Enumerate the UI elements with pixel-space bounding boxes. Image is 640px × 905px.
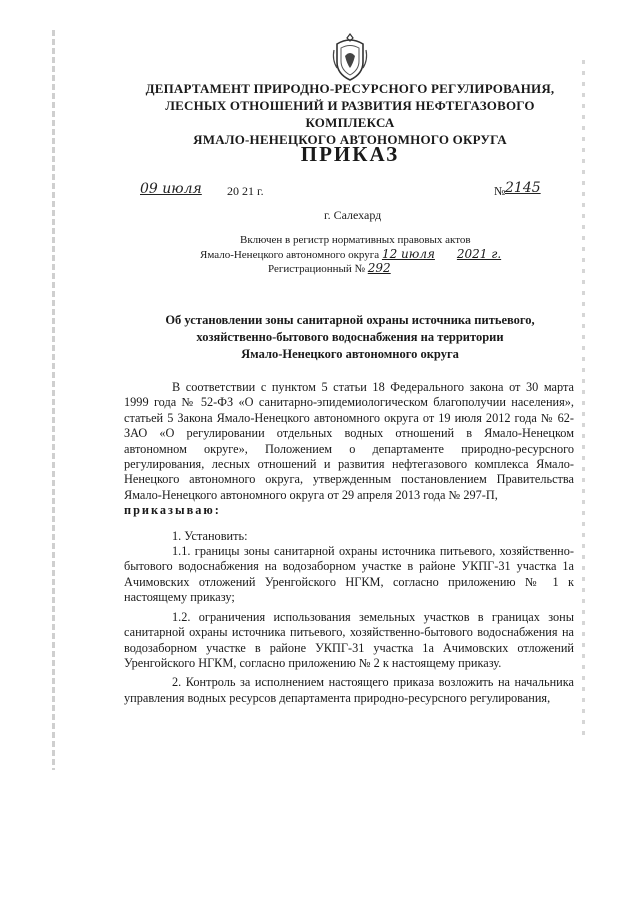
department-line-1: ДЕПАРТАМЕНТ ПРИРОДНО-РЕСУРСНОГО РЕГУЛИРОВАНИЯ, (145, 81, 555, 96)
item-1-2: 1.2. ограничения использования земельных участков в границах зоны санитарной охраны источника питьевого, хозяйственно-бытового водоснабжения на водозаборном участке в районе УКПГ-31 участка 1а Ачимовских отложений Уренгойского НГКМ, согласно приложению № 2 к настоящему приказу. (124, 609, 574, 670)
scan-edge-left (52, 30, 55, 770)
order-body (124, 380, 574, 706)
coat-of-arms-icon (331, 32, 369, 82)
item-1: 1. Установить: (172, 528, 248, 543)
subject-line-3: Ямало-Ненецкого автономного округа (241, 347, 459, 361)
registration-stamp (200, 234, 530, 277)
order-number-label: № (494, 184, 506, 198)
registration-number-label: Регистрационный № (268, 263, 366, 275)
order-year: 20 21 г. (227, 184, 264, 198)
item-2: 2. Контроль за исполнением настоящего приказа возложить на начальника управления водных ресурсов департамента природно-ресурсного регулирования, (124, 675, 574, 705)
department-name (120, 80, 580, 148)
order-word: приказываю: (124, 503, 221, 518)
order-number-handwritten: 2145 (505, 180, 541, 196)
department-line-3: ЯМАЛО-НЕНЕЦКОГО АВТОНОМНОГО ОКРУГА (193, 132, 507, 147)
registration-line-1: Включен в регистр нормативных правовых актов (240, 234, 471, 246)
city: г. Салехард (324, 208, 382, 222)
item-1-1: 1.1. границы зоны санитарной охраны источника питьевого, хозяйственно-бытового водоснабжения на водозаборном участке в районе УКПГ-31 участка 1а Ачимовских отложений Уренгойского НГКМ, согласно приложению № 1 к настоящему приказу; (124, 544, 574, 605)
registration-line-3 (200, 262, 530, 277)
preamble-paragraph: В соответствии с пунктом 5 статьи 18 Федерального закона от 30 марта 1999 года № 52-ФЗ «О санитарно-эпидемиологическом благополучии населения», статьей 5 Закона Ямало-Ненецкого автономного округа от 19 июля 2012 года № 62-ЗАО «О регулировании отдельных водных отношений в Ямало-Ненецком автономном округе», Положением о департаменте природно-ресурсного регулирования, лесных отношений и развития нефтегазового комплекса Ямало-Ненецкого автономного округа, утвержденным постановлением Правительства Ямало-Ненецкого автономного округа от 29 апреля 2013 года № 297-П, (124, 380, 574, 502)
subject-line-1: Об установлении зоны санитарной охраны источника питьевого, (165, 313, 535, 327)
registration-number: 292 (367, 261, 391, 275)
doc-type-title: ПРИКАЗ (300, 142, 400, 166)
registration-year: 2021 г. (456, 246, 502, 261)
department-line-2: ЛЕСНЫХ ОТНОШЕНИЙ И РАЗВИТИЯ НЕФТЕГАЗОВОГО КОМПЛЕКСА (165, 98, 535, 130)
order-subject (140, 312, 560, 363)
registration-date: 12 июля (381, 246, 435, 261)
subject-line-2: хозяйственно-бытового водоснабжения на территории (196, 330, 504, 344)
registration-region: Ямало-Ненецкого автономного округа (200, 248, 380, 261)
registration-line-2 (200, 248, 530, 263)
order-date-handwritten: 09 июля (140, 181, 202, 197)
